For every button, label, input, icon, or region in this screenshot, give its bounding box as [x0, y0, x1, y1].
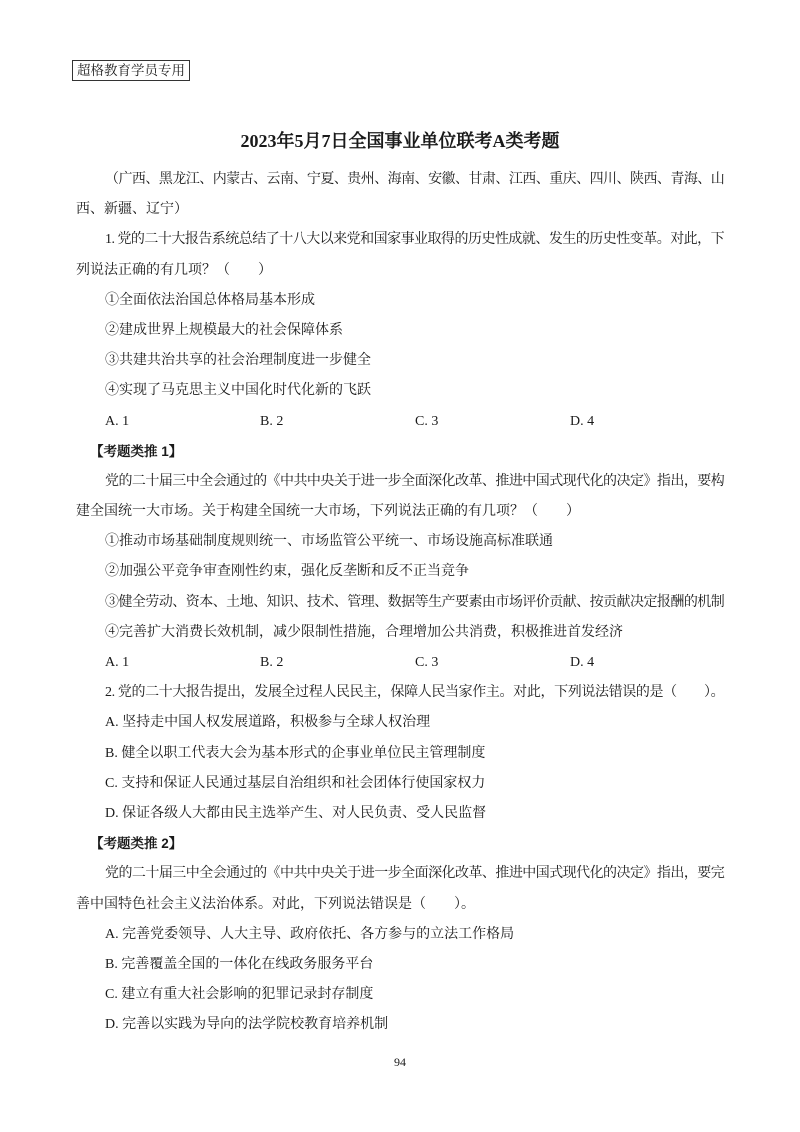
- question-1-text: 1. 党的二十大报告系统总结了十八大以来党和国家事业取得的历史性成就、发生的历史性变革。对此，下: [105, 232, 725, 248]
- statement-item: ②加强公平竞争审查刚性约束，强化反垄断和反不正当竞争: [105, 564, 469, 580]
- statement-item: ①全面依法治国总体格局基本形成: [105, 292, 315, 308]
- analog-1-heading: 【考题类推 1】: [90, 443, 183, 459]
- statement-item: ③健全劳动、资本、土地、知识、技术、管理、数据等生产要素由市场评价贡献、按贡献决定报酬的机制: [105, 594, 725, 610]
- option-d: D. 保证各级人大都由民主选举产生、对人民负责、受人民监督: [105, 805, 487, 821]
- analog-2-text: 善中国特色社会主义法治体系。对此，下列说法错误是（ ）。: [76, 896, 475, 912]
- option-c: C. 支持和保证人民通过基层自治组织和社会团体行使国家权力: [105, 775, 486, 791]
- analog-1-text: 党的二十届三中全会通过的《中共中央关于进一步全面深化改革、推进中国式现代化的决定》指出，要构: [105, 473, 725, 489]
- regions-line: （广西、黑龙江、内蒙古、云南、宁夏、贵州、海南、安徽、甘肃、江西、重庆、四川、陕西、青海、山: [105, 172, 725, 187]
- option-c: C. 3: [415, 413, 439, 429]
- analog-1-text: 建全国统一大市场。关于构建全国统一大市场，下列说法正确的有几项？（ ）: [76, 504, 580, 520]
- option-b: B. 2: [260, 655, 284, 670]
- analog-2-text: 党的二十届三中全会通过的《中共中央关于进一步全面深化改革、推进中国式现代化的决定》指出，要完: [105, 866, 725, 882]
- option-c: C. 建立有重大社会影响的犯罪记录封存制度: [105, 987, 374, 1003]
- page-number: 94: [394, 1055, 406, 1069]
- watermark-badge: 超格教育学员专用: [72, 60, 190, 81]
- options-row: [76, 648, 727, 678]
- option-c: C. 3: [415, 655, 439, 670]
- regions-line: 西、新疆、辽宁）: [76, 202, 188, 218]
- statement-item: ②建成世界上规模最大的社会保障体系: [105, 322, 343, 338]
- option-a: A. 坚持走中国人权发展道路，积极参与全球人权治理: [105, 715, 431, 731]
- option-b: B. 2: [260, 413, 284, 429]
- option-a: A. 1: [105, 413, 130, 429]
- option-a: A. 完善党委领导、人大主导、政府依托、各方参与的立法工作格局: [105, 926, 515, 942]
- page-title: 2023年5月7日全国事业单位联考A类考题: [240, 131, 560, 151]
- option-d: D. 完善以实践为导向的法学院校教育培养机制: [105, 1017, 389, 1033]
- statement-item: ①推动市场基础制度规则统一、市场监管公平统一、市场设施高标准联通: [105, 534, 553, 550]
- document-body: [76, 165, 727, 1040]
- option-b: B. 健全以职工代表大会为基本形式的企事业单位民主管理制度: [105, 745, 486, 761]
- option-d: D. 4: [570, 655, 595, 670]
- question-1-text: 列说法正确的有几项？（ ）: [76, 262, 272, 278]
- analog-2-heading: 【考题类推 2】: [90, 836, 183, 852]
- statement-item: ④实现了马克思主义中国化时代化新的飞跃: [105, 383, 371, 399]
- option-d: D. 4: [570, 413, 595, 429]
- option-b: B. 完善覆盖全国的一体化在线政务服务平台: [105, 956, 374, 972]
- options-row: [76, 407, 727, 437]
- option-a: A. 1: [105, 655, 130, 670]
- statement-item: ③共建共治共享的社会治理制度进一步健全: [105, 353, 371, 369]
- statement-item: ④完善扩大消费长效机制，减少限制性措施，合理增加公共消费，积极推进首发经济: [105, 624, 623, 640]
- question-2-text: 2. 党的二十大报告提出，发展全过程人民民主，保障人民当家作主。对此，下列说法错误的是（ ）。: [105, 685, 725, 701]
